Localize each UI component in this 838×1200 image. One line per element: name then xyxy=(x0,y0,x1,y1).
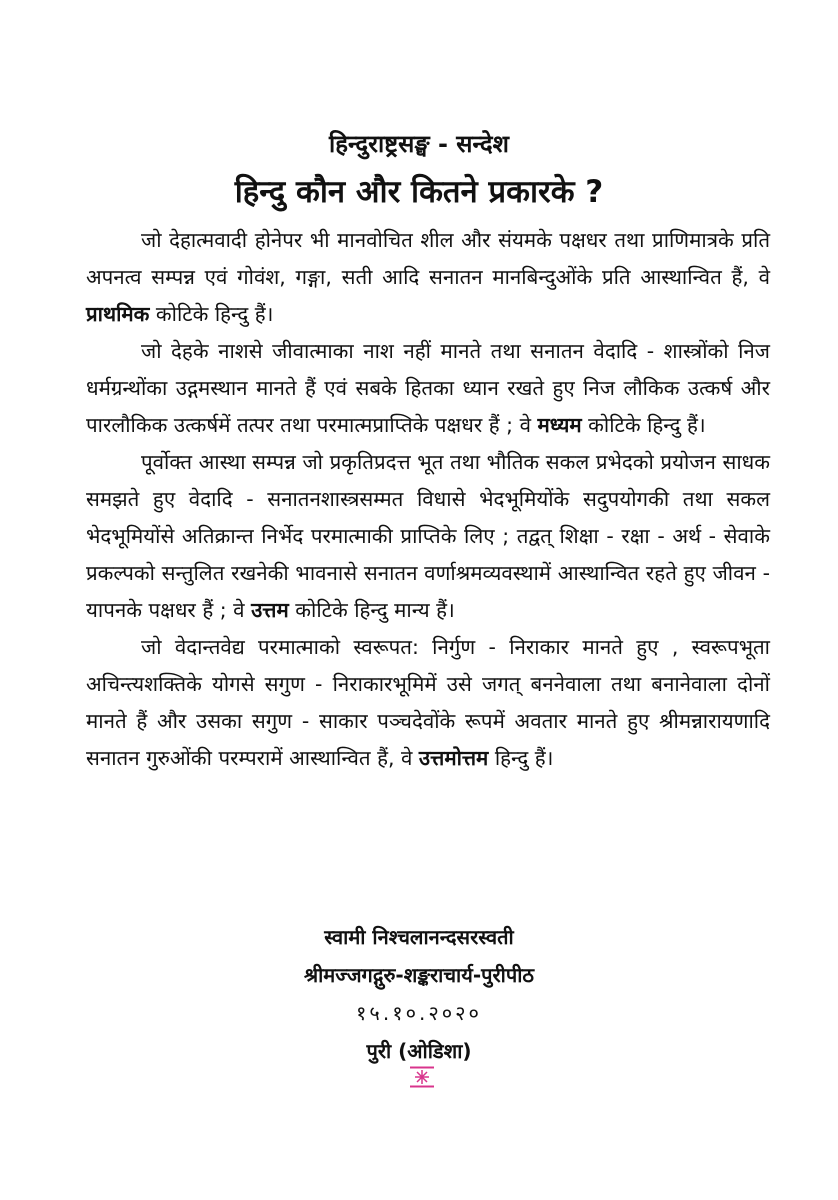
paragraph-primary xyxy=(86,222,770,333)
paragraph-text: हिन्दु हैं। xyxy=(488,746,554,770)
category-superior: उत्तम xyxy=(251,598,289,622)
category-middle: मध्यम xyxy=(537,413,582,437)
paragraph-superior xyxy=(86,444,770,629)
signature-date: १५.१०.२०२० xyxy=(356,1001,482,1025)
category-primary: प्राथमिक xyxy=(86,302,150,326)
paragraph-text: जो देहात्मवादी होनेपर भी मानवोचित शील और संयमके पक्षधर तथा प्राणिमात्रके प्रति अपनत्व सम्पन्न एवं गोवंश, गङ्गा, सती आदि सनातन मानबिन्दुओंके प्रति आस्थान्वित हैं, वे xyxy=(86,228,770,289)
paragraph-text: कोटिके हिन्दु हैं। xyxy=(149,302,274,326)
paragraph-text: कोटिके हिन्दु हैं। xyxy=(581,413,706,437)
paragraph-middle xyxy=(86,333,770,444)
paragraph-text: जो देहके नाशसे जीवात्माका नाश नहीं मानते तथा सनातन वेदादि - शास्त्रोंको निज धर्मग्रन्थोंका उद्गमस्थान मानते हैं एवं सबके हितका ध्यान रखते हुए निज लौकिक उत्कर्ष और पारलौकिक उत्कर्षमें तत्पर तथा परमात्मप्राप्तिके पक्षधर हैं ; वे xyxy=(86,339,770,437)
signature-place: पुरी (ओडिशा) xyxy=(366,1039,472,1063)
paragraph-text: जो वेदान्तवेद्य परमात्माको स्वरूपत: निर्गुण - निराकार मानते हुए , स्वरूपभूता अचिन्त्यशक्तिके योगसे सगुण - निराकारभूमिमें उसे जगत् बननेवाला तथा बनानेवाला दोनों मानते हैं और उसका सगुण - साकार पञ्चदेवोंके रूपमें अवतार मानते हुए श्रीमन्नारायणादि सनातन गुरुओंकी परम्परामें आस्थान्वित हैं, वे xyxy=(86,635,770,770)
document-title: हिन्दु कौन और कितने प्रकारके ? xyxy=(234,174,604,210)
signatory-name: स्वामी निश्चलानन्दसरस्वती xyxy=(324,925,514,949)
ornament-icon xyxy=(408,1066,436,1088)
document-subtitle: हिन्दुराष्ट्रसङ्घ - सन्देश xyxy=(329,130,509,158)
paragraph-supreme xyxy=(86,629,770,777)
message-body xyxy=(86,222,770,777)
signatory-title: श्रीमज्जगद्गुरु-शङ्कराचार्य-पुरीपीठ xyxy=(303,963,535,987)
signature-block xyxy=(0,918,838,1070)
paragraph-text: कोटिके हिन्दु मान्य हैं। xyxy=(288,598,455,622)
paragraph-text: पूर्वोक्त आस्था सम्पन्न जो प्रकृतिप्रदत्त भूत तथा भौतिक सकल प्रभेदको प्रयोजन साधक समझते हुए वेदादि - सनातनशास्त्रसम्मत विधासे भेदभूमियोंके सदुपयोगकी तथा सकल भेदभूमियोंसे अतिक्रान्त निर्भेद परमात्माकी प्राप्तिके लिए ; तद्वत् शिक्षा - रक्षा - अर्थ - सेवाके प्रकल्पको सन्तुलित रखनेकी भावनासे सनातन वर्णाश्रमव्यवस्थामें आस्थान्वित रहते हुए जीवन - यापनके पक्षधर हैं ; वे xyxy=(86,450,770,622)
category-supreme: उत्तमोत्तम xyxy=(418,746,489,770)
